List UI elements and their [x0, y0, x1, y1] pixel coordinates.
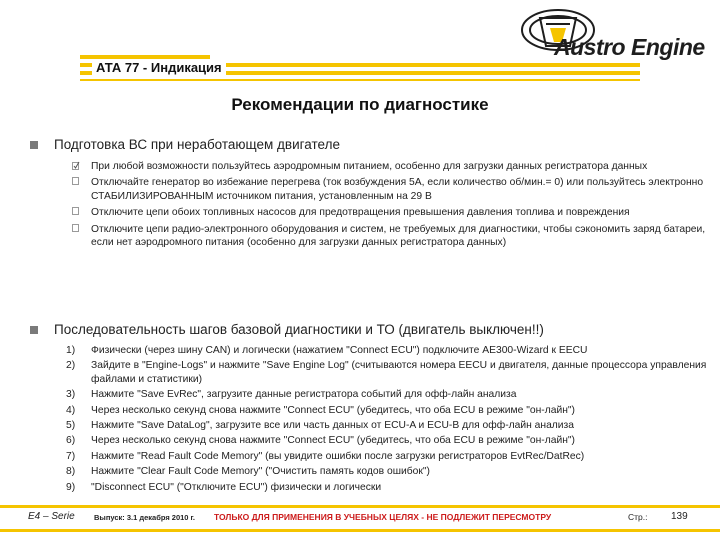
box-bullet-icon [72, 207, 79, 215]
step-number: 5) [66, 420, 76, 432]
step-text: Нажмите "Read Fault Code Memory" (вы увидите ошибки после загрузки регистраторов EvtRec/DatRec) [91, 450, 585, 462]
footer-page-number: 139 [671, 511, 688, 522]
step-item [30, 344, 710, 357]
section-heading-text: Подготовка ВС при неработающем двигателе [54, 137, 340, 152]
list-item-text: Отключите цепи обоих топливных насосов для предотвращения превышения давления топлива и повреждения [91, 207, 630, 219]
footer [16, 509, 710, 527]
step-text: Нажмите "Save EvRec", загрузите данные регистратора событий для офф-лайн анализа [91, 389, 517, 401]
list-item [30, 176, 710, 203]
step-text: Через несколько секунд снова нажмите "Connect ECU" (убедитесь, что оба ECU в режиме "он-лайн") [91, 435, 575, 447]
list-item-text: Отключите цепи радио-электронного оборудования и систем, не требуемых для диагностики, чтобы сэкономить заряд батареи, если нет аэродромного питания (особенно для загрузки данных регистратора данных) [91, 223, 706, 249]
page-title: Рекомендации по диагностике [231, 95, 489, 114]
step-number: 4) [66, 404, 76, 416]
footer-stripe [0, 529, 720, 532]
footer-training-warning: ТОЛЬКО ДЛЯ ПРИМЕНЕНИЯ В УЧЕБНЫХ ЦЕЛЯХ - НЕ ПОДЛЕЖИТ ПЕРЕСМОТРУ [214, 512, 552, 522]
list-item-text: Отключайте генератор во избежание перегрева (ток возбуждения 5А, если количество об/мин.= 0) или пользуйтесь электронно СТАБИЛИЗИРОВАННЫМ источником питания, установленным на 29 В [91, 177, 704, 202]
brand-name: Austro Engine [554, 34, 705, 60]
step-item [30, 465, 710, 478]
footer-series: E4 – Serie [28, 511, 75, 522]
list-item-text: При любой возможности пользуйтесь аэродромным питанием, особенно для загрузки данных регистратора данных [91, 161, 648, 172]
step-number: 3) [66, 389, 76, 401]
step-number: 8) [66, 466, 76, 478]
section-preparation [30, 137, 710, 249]
section-heading [30, 137, 710, 152]
step-item [30, 450, 710, 463]
step-number: 9) [66, 481, 76, 493]
checkbox-bullet-icon [72, 161, 79, 169]
step-number: 7) [66, 450, 76, 462]
footer-issue-date: Выпуск: 3.1 декабря 2010 г. [94, 513, 196, 522]
steps-list [30, 344, 710, 494]
step-text: "Disconnect ECU" ("Отключите ECU") физически и логически [91, 481, 382, 493]
step-item [30, 359, 710, 386]
section-diagnostics-sequence [30, 322, 710, 494]
square-bullet-icon [30, 326, 38, 334]
step-text: Нажмите "Save DataLog", загрузите все или часть данных от ECU-A и ECU-B для офф-лайн анализа [91, 420, 574, 432]
step-item [30, 404, 710, 417]
step-text: Физически (через шину CAN) и логически (нажатием "Connect ECU") подключите AE300-Wizard к EECU [91, 345, 588, 356]
step-item [30, 481, 710, 494]
step-number: 6) [66, 435, 76, 447]
step-text: Через несколько секунд снова нажмите "Connect ECU" (убедитесь, что оба ECU в режиме "он-лайн") [91, 404, 575, 416]
step-item [30, 419, 710, 432]
preparation-list [30, 160, 710, 249]
list-item [30, 206, 710, 219]
section-label: АТА 77 - Индикация [92, 60, 226, 75]
section-heading-text: Последовательность шагов базовой диагностики и ТО (двигатель выключен!!) [54, 322, 544, 337]
footer-page-label: Стр.: [628, 512, 648, 522]
step-number: 2) [66, 360, 76, 372]
step-text: Нажмите "Clear Fault Code Memory" ("Очистить память кодов ошибок") [91, 466, 430, 478]
stripe [80, 79, 640, 81]
square-bullet-icon [30, 141, 38, 149]
list-item [30, 223, 710, 250]
step-item [30, 434, 710, 447]
step-text: Зайдите в "Engine-Logs" и нажмите "Save Engine Log" (считываются номера EECU и двигателя, данные процессора управления файлами и статистики) [91, 360, 707, 385]
section-heading [30, 322, 710, 337]
box-bullet-icon [72, 177, 79, 185]
footer-stripe [0, 505, 720, 508]
stripe [80, 55, 210, 59]
list-item [30, 160, 710, 173]
step-number: 1) [66, 345, 76, 356]
box-bullet-icon [72, 224, 79, 232]
step-item [30, 388, 710, 401]
